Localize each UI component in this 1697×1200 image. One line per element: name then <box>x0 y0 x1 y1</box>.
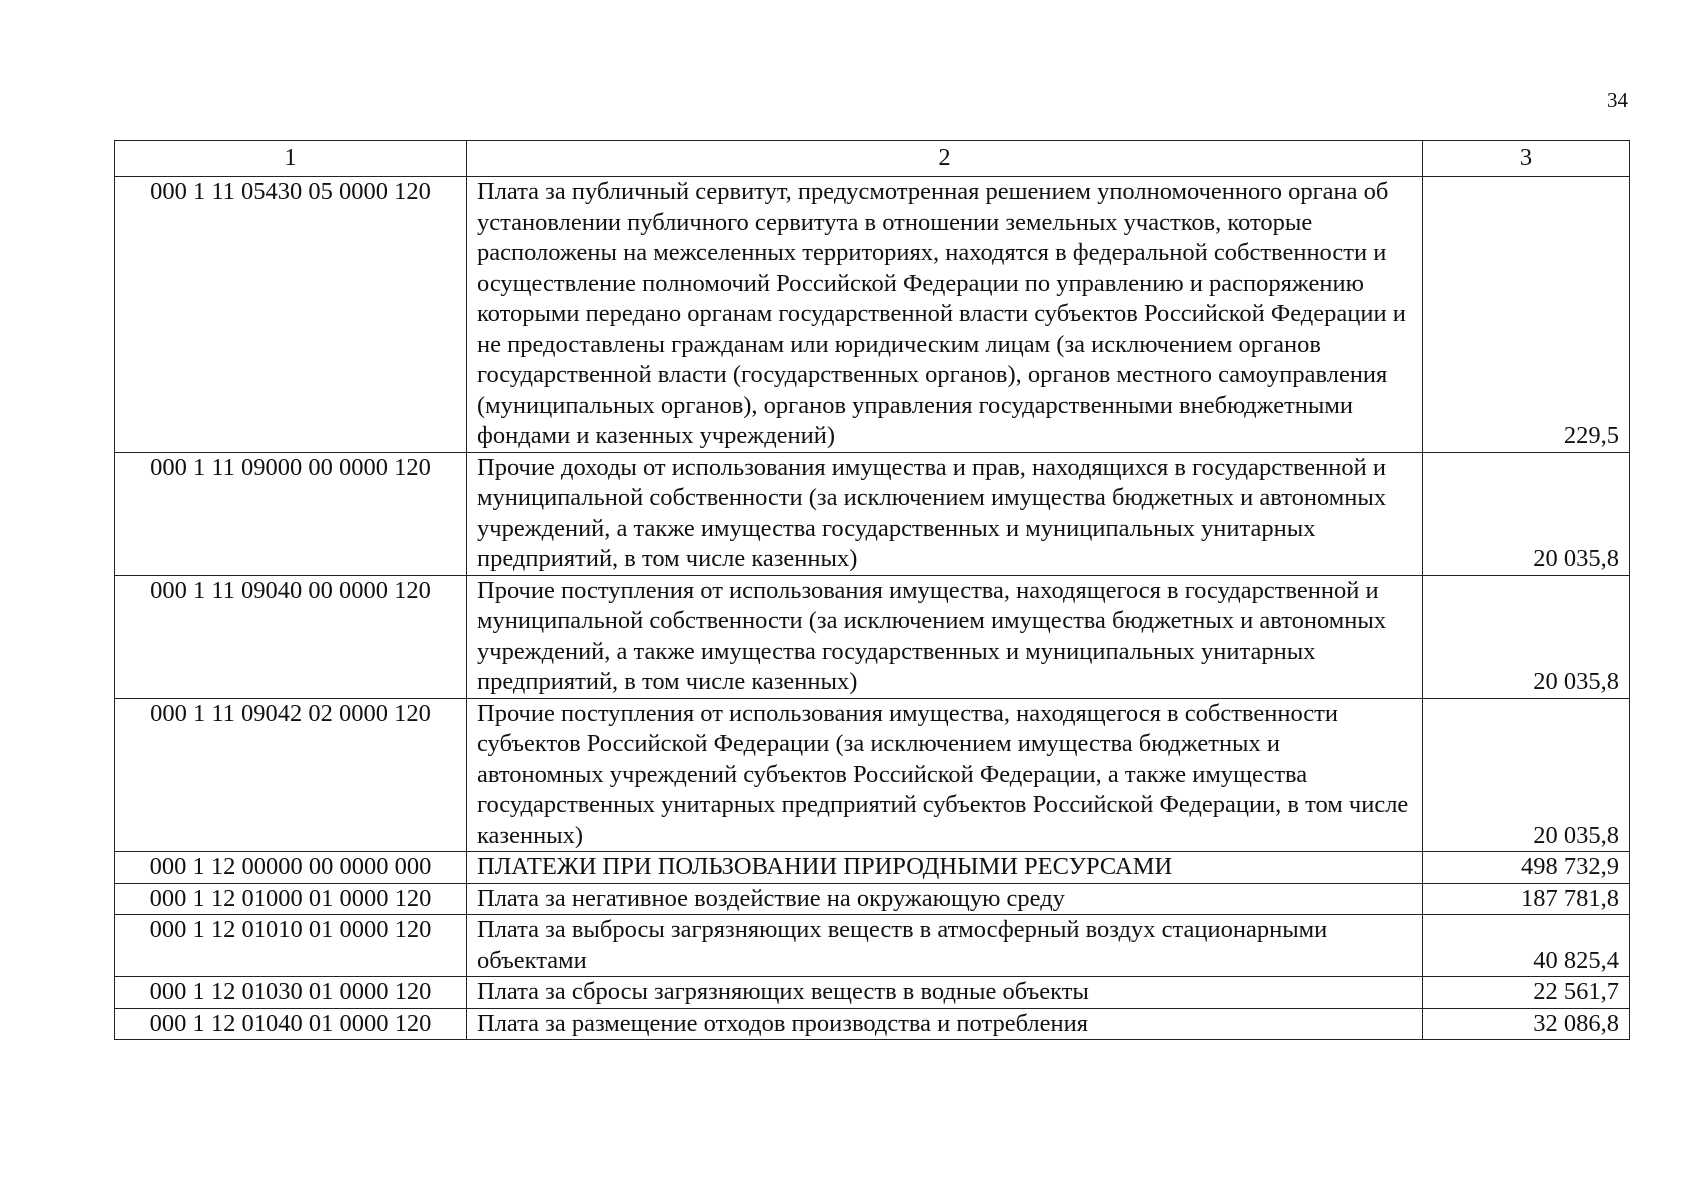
row-code: 000 1 11 09042 02 0000 120 <box>115 698 467 852</box>
row-code: 000 1 11 05430 05 0000 120 <box>115 177 467 453</box>
column-header-amount: 3 <box>1423 141 1630 177</box>
row-name: Прочие поступления от использования имущества, находящегося в государственной и муниципальной собственности (за исключением имущества бюджетных и автономных учреждений, а также имущества государственных и муниципальных унитарных предприятий, в том числе казенных) <box>467 575 1423 698</box>
row-code: 000 1 12 01030 01 0000 120 <box>115 977 467 1009</box>
row-code: 000 1 12 01040 01 0000 120 <box>115 1008 467 1040</box>
column-header-name: 2 <box>467 141 1423 177</box>
row-amount: 32 086,8 <box>1423 1008 1630 1040</box>
row-amount: 40 825,4 <box>1423 915 1630 977</box>
table-row <box>115 883 1630 915</box>
row-name: ПЛАТЕЖИ ПРИ ПОЛЬЗОВАНИИ ПРИРОДНЫМИ РЕСУРСАМИ <box>467 852 1423 884</box>
table-row <box>115 575 1630 698</box>
row-amount: 20 035,8 <box>1423 575 1630 698</box>
table-row <box>115 852 1630 884</box>
row-name: Прочие доходы от использования имущества и прав, находящихся в государственной и муниципальной собственности (за исключением имущества бюджетных и автономных учреждений, а также имущества государственных и муниципальных унитарных предприятий, в том числе казенных) <box>467 452 1423 575</box>
row-name: Плата за публичный сервитут, предусмотренная решением уполномоченного органа об установлении публичного сервитута в отношении земельных участков, которые расположены на межселенных территориях, находятся в федеральной собственности и осуществление полномочий Российской Федерации по управлению и распоряжению которыми передано органам государственной власти субъектов Российской Федерации и не предоставлены гражданам или юридическим лицам (за исключением органов государственной власти (государственных органов), органов местного самоуправления (муниципальных органов), органов управления государственными внебюджетными фондами и казенных учреждений) <box>467 177 1423 453</box>
row-amount: 187 781,8 <box>1423 883 1630 915</box>
table-row <box>115 1008 1630 1040</box>
table-row <box>115 977 1630 1009</box>
row-name: Плата за размещение отходов производства и потребления <box>467 1008 1423 1040</box>
row-amount: 20 035,8 <box>1423 452 1630 575</box>
row-code: 000 1 11 09040 00 0000 120 <box>115 575 467 698</box>
budget-revenue-table <box>114 140 1630 1040</box>
column-header-code: 1 <box>115 141 467 177</box>
row-amount: 229,5 <box>1423 177 1630 453</box>
row-name: Плата за сбросы загрязняющих веществ в водные объекты <box>467 977 1423 1009</box>
row-name: Плата за негативное воздействие на окружающую среду <box>467 883 1423 915</box>
row-name: Прочие поступления от использования имущества, находящегося в собственности субъектов Российской Федерации (за исключением имущества бюджетных и автономных учреждений субъектов Российской Федерации, а также имущества государственных унитарных предприятий субъектов Российской Федерации, в том числе казенных) <box>467 698 1423 852</box>
table-row <box>115 915 1630 977</box>
table-row <box>115 177 1630 453</box>
row-code: 000 1 12 00000 00 0000 000 <box>115 852 467 884</box>
table-row <box>115 698 1630 852</box>
table-row <box>115 452 1630 575</box>
row-code: 000 1 12 01000 01 0000 120 <box>115 883 467 915</box>
row-amount: 22 561,7 <box>1423 977 1630 1009</box>
table-header-row <box>115 141 1630 177</box>
page-number: 34 <box>1607 88 1628 112</box>
row-amount: 498 732,9 <box>1423 852 1630 884</box>
row-amount: 20 035,8 <box>1423 698 1630 852</box>
row-code: 000 1 12 01010 01 0000 120 <box>115 915 467 977</box>
row-code: 000 1 11 09000 00 0000 120 <box>115 452 467 575</box>
row-name: Плата за выбросы загрязняющих веществ в атмосферный воздух стационарными объектами <box>467 915 1423 977</box>
